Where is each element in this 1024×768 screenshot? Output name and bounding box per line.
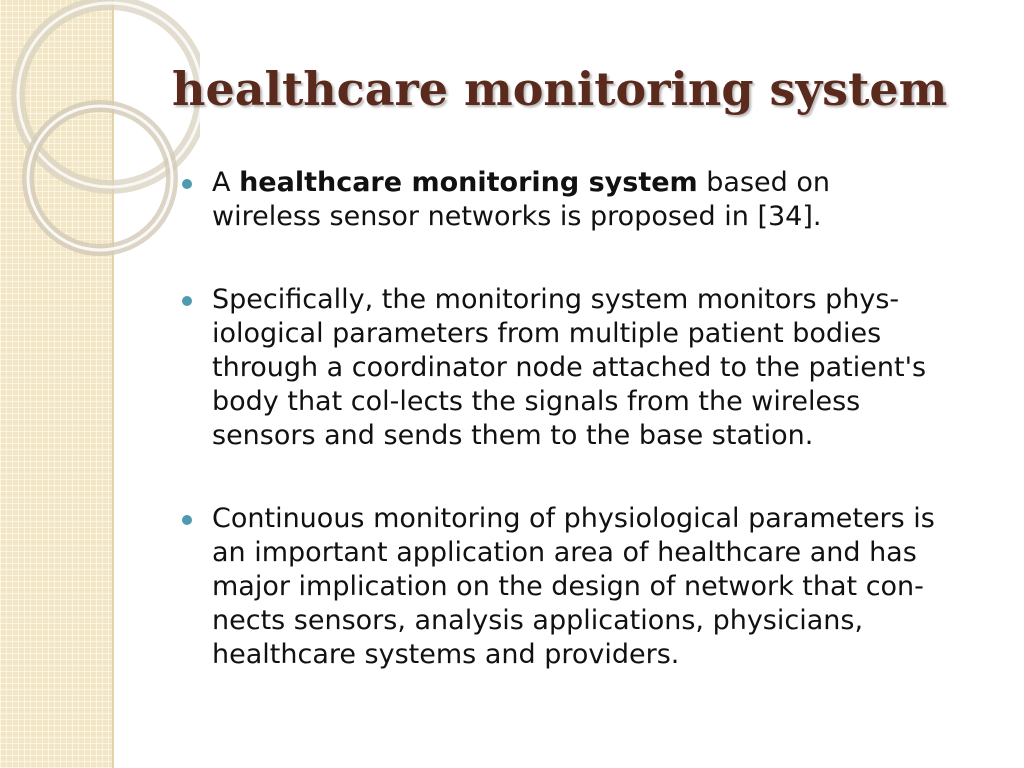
slide-title: healthcare monitoring system: [172, 62, 948, 116]
bullet-2-line-1: Specifically, the monitoring system monitors phys-: [212, 284, 900, 315]
bullet-item-1: [180, 166, 990, 234]
bullet-3-line-3: major implication on the design of network that con-: [212, 571, 924, 602]
bullet-2-line-2: iological parameters from multiple patient bodies: [212, 318, 882, 349]
bullet-1-line-1: [212, 166, 990, 200]
bullet-3-line-2: an important application area of healthcare and has: [212, 537, 917, 568]
bullet-1-line-2: wireless sensor networks is proposed in [34].: [212, 201, 822, 232]
decorative-rings: [0, 0, 200, 260]
bullet-3-line-1: Continuous monitoring of physiological parameters is: [212, 503, 935, 534]
bullet-2-line-4: body that col-lects the signals from the wireless: [212, 386, 861, 417]
bullet-item-2: [180, 283, 990, 453]
bullet-1-text-before: A: [212, 167, 240, 198]
bullet-list: [180, 166, 990, 672]
bullet-3-line-4: nects sensors, analysis applications, physicians,: [212, 605, 864, 636]
bullet-2-line-5: sensors and sends them to the base station.: [212, 420, 814, 451]
bullet-dot-icon: [182, 179, 192, 189]
bullet-item-3: [180, 502, 990, 672]
bullet-1-bold-term: healthcare monitoring system: [239, 167, 698, 198]
bullet-2-line-3: through a coordinator node attached to the patient's: [212, 352, 927, 383]
bullet-dot-icon: [182, 296, 192, 306]
bullet-3-line-5: healthcare systems and providers.: [212, 639, 680, 670]
bullet-dot-icon: [182, 515, 192, 525]
bullet-1-text-after: based on: [697, 167, 830, 198]
